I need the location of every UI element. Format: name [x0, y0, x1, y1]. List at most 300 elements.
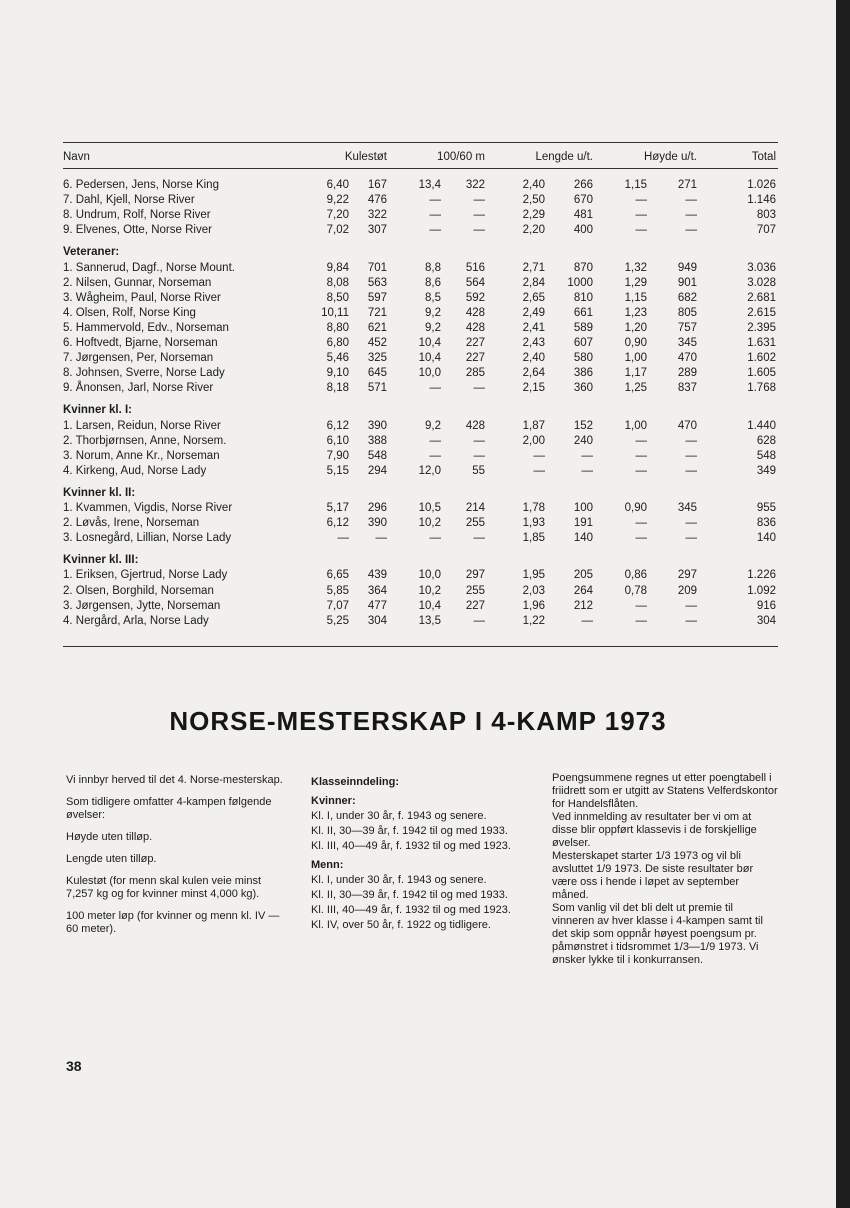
men-label: Menn:	[311, 859, 344, 871]
group-label-text: Veteraner:	[63, 246, 120, 259]
lengde-result: 2,40	[522, 179, 545, 191]
table-row	[63, 336, 778, 351]
table-header-rule	[63, 168, 778, 169]
total: 836	[756, 517, 776, 530]
rules-column	[552, 772, 778, 967]
total: 3.036	[747, 261, 776, 274]
men-class-3: Kl. III, 40—49 år, f. 1932 til og med 1923.	[311, 904, 511, 916]
hoyde-result: —	[635, 517, 647, 530]
table-row	[63, 261, 778, 276]
kulestot-points: 325	[367, 352, 387, 365]
event-high-jump: Høyde uten tilløp.	[66, 831, 153, 843]
hoyde-result: 1,32	[624, 261, 647, 274]
hoyde-result: 0,90	[624, 337, 647, 349]
lengde-points: 670	[573, 194, 593, 207]
sprint-points: —	[473, 532, 485, 545]
athlete-name: 4. Nergård, Arla, Norse Lady	[63, 614, 209, 627]
hoyde-points: 271	[677, 179, 697, 191]
hoyde-points: 757	[677, 321, 697, 334]
kulestot-result: 7,07	[326, 599, 349, 612]
sprint-points: 227	[465, 352, 485, 365]
lengde-points: 661	[573, 306, 593, 319]
hoyde-points: 289	[677, 367, 697, 380]
sprint-points: 285	[465, 367, 485, 380]
athlete-name: 7. Jørgensen, Per, Norseman	[63, 352, 214, 365]
sprint-points: —	[473, 449, 485, 462]
hoyde-result: 1,20	[624, 321, 647, 334]
hoyde-result: —	[635, 224, 647, 237]
lengde-points: 100	[573, 502, 593, 514]
lengde-points: 580	[573, 352, 593, 365]
lengde-points: 140	[573, 532, 593, 545]
hoyde-result: 1,15	[624, 291, 647, 304]
athlete-name: 2. Olsen, Borghild, Norseman	[63, 584, 214, 597]
hoyde-points: 805	[677, 306, 697, 319]
event-long-jump: Lengde uten tilløp.	[66, 853, 157, 865]
group-label	[63, 486, 778, 501]
event-sprint: 100 meter løp (for kvinner og menn kl. IV — 60 meter).	[66, 910, 280, 935]
hoyde-result: —	[635, 599, 647, 612]
hoyde-result: 1,23	[624, 306, 647, 319]
kulestot-result: 6,80	[326, 337, 349, 349]
sprint-points: 214	[465, 502, 485, 514]
lengde-points: 1000	[567, 276, 593, 289]
athlete-name: 3. Jørgensen, Jytte, Norseman	[63, 599, 221, 612]
athlete-name: 9. Elvenes, Otte, Norse River	[63, 224, 212, 237]
header-kulestot: Kulestøt	[344, 151, 387, 163]
athlete-name: 3. Losnegård, Lillian, Norse Lady	[63, 532, 232, 545]
women-class-3: Kl. III, 40—49 år, f. 1932 til og med 1923.	[311, 840, 511, 852]
men-class-4: Kl. IV, over 50 år, f. 1922 og tidligere.	[311, 919, 491, 931]
lengde-points: 589	[573, 321, 593, 334]
lengde-result: 2,64	[522, 367, 545, 380]
kulestot-result: 6,12	[326, 419, 349, 432]
sprint-result: 8,6	[425, 276, 441, 289]
kulestot-result: 7,20	[326, 209, 349, 222]
table-row	[63, 193, 778, 208]
lengde-result: 2,84	[522, 276, 545, 289]
kulestot-result: 9,84	[326, 261, 349, 274]
hoyde-points: —	[685, 532, 697, 545]
group-label	[63, 403, 778, 418]
sprint-points: 55	[472, 464, 485, 477]
sprint-result: 10,0	[418, 569, 441, 582]
kulestot-result: 5,85	[326, 584, 349, 597]
sprint-points: 516	[465, 261, 485, 274]
total: 3.028	[747, 276, 776, 289]
sprint-result: —	[429, 532, 441, 545]
lengde-result: 1,96	[522, 599, 545, 612]
lengde-points: 386	[573, 367, 593, 380]
hoyde-result: —	[635, 194, 647, 207]
sprint-result: 13,4	[418, 179, 441, 191]
athlete-name: 7. Dahl, Kjell, Norse River	[63, 194, 195, 207]
total: 1.146	[747, 194, 776, 207]
total: 916	[756, 599, 776, 612]
lengde-result: 2,49	[522, 306, 545, 319]
hoyde-result: —	[635, 434, 647, 447]
table-row	[63, 464, 778, 479]
events-intro: Som tidligere omfatter 4-kampen følgende øvelser:	[66, 796, 272, 821]
kulestot-result: 9,22	[326, 194, 349, 207]
header-hoyde: Høyde u/t.	[643, 151, 697, 163]
table-row	[63, 351, 778, 366]
hoyde-points: —	[685, 614, 697, 627]
sprint-result: 10,4	[418, 599, 441, 612]
lengde-points: 400	[573, 224, 593, 237]
total: 2.681	[747, 291, 776, 304]
sprint-result: 8,5	[425, 291, 441, 304]
hoyde-result: 0,90	[624, 502, 647, 514]
hoyde-result: —	[635, 532, 647, 545]
kulestot-result: 6,65	[326, 569, 349, 582]
total: 1.768	[747, 382, 776, 395]
hoyde-points: 209	[677, 584, 697, 597]
lengde-points: 264	[573, 584, 593, 597]
group-label-text: Kvinner kl. III:	[63, 554, 139, 567]
table-row	[63, 178, 778, 193]
kulestot-result: 8,80	[326, 321, 349, 334]
sprint-points: 322	[465, 179, 485, 191]
lengde-points: 870	[573, 261, 593, 274]
kulestot-points: 645	[367, 367, 387, 380]
lengde-result: 2,65	[522, 291, 545, 304]
lengde-points: —	[581, 614, 593, 627]
header-name: Navn	[63, 151, 90, 163]
athlete-name: 8. Undrum, Rolf, Norse River	[63, 209, 211, 222]
prizes-text: Som vanlig vil det bli delt ut premie til vinneren av hver klasse i 4-kampen samt til det skip som oppnår høyest poengsum pr. påmønstret i tidsrommet 1/3—1/9 1973. Vi ønsker lykke til i konkurransen.	[552, 902, 763, 966]
athlete-name: 1. Kvammen, Vigdis, Norse River	[63, 502, 233, 514]
group-label-text: Kvinner kl. II:	[63, 486, 136, 499]
total: 1.092	[747, 584, 776, 597]
athlete-name: 4. Kirkeng, Aud, Norse Lady	[63, 464, 207, 477]
total: 1.026	[747, 179, 776, 191]
men-class-2: Kl. II, 30—39 år, f. 1942 til og med 1933.	[311, 889, 508, 901]
kulestot-result: 5,25	[326, 614, 349, 627]
kulestot-points: 477	[367, 599, 387, 612]
lengde-points: 360	[573, 382, 593, 395]
athlete-name: 3. Wågheim, Paul, Norse River	[63, 291, 221, 304]
sprint-result: 9,2	[425, 419, 441, 432]
sprint-points: —	[473, 614, 485, 627]
table-row	[63, 366, 778, 381]
athlete-name: 2. Nilsen, Gunnar, Norseman	[63, 276, 212, 289]
sprint-result: 10,4	[418, 337, 441, 349]
registration-text: Ved innmelding av resultater ber vi om at disse blir oppført klassevis i de forskjellige øvelser.	[552, 811, 757, 849]
sprint-points: 428	[465, 419, 485, 432]
kulestot-result: 8,18	[326, 382, 349, 395]
table-row	[63, 381, 778, 396]
hoyde-points: —	[685, 464, 697, 477]
invitation-column	[66, 774, 288, 945]
sprint-result: 12,0	[418, 464, 441, 477]
lengde-result: 1,85	[522, 532, 545, 545]
total: 1.631	[747, 337, 776, 349]
kulestot-points: 439	[367, 569, 387, 582]
lengde-points: 240	[573, 434, 593, 447]
sprint-result: —	[429, 209, 441, 222]
sprint-result: 10,5	[418, 502, 441, 514]
lengde-result: 1,87	[522, 419, 545, 432]
kulestot-points: 167	[367, 179, 387, 191]
table-row	[63, 306, 778, 321]
athlete-name: 3. Norum, Anne Kr., Norseman	[63, 449, 220, 462]
lengde-result: 1,95	[522, 569, 545, 582]
kulestot-points: 390	[367, 419, 387, 432]
hoyde-result: 1,00	[624, 419, 647, 432]
kulestot-result: —	[337, 532, 349, 545]
kulestot-points: 294	[367, 464, 387, 477]
lengde-result: 2,50	[522, 194, 545, 207]
kulestot-points: 597	[367, 291, 387, 304]
hoyde-result: —	[635, 464, 647, 477]
lengde-result: 2,43	[522, 337, 545, 349]
kulestot-points: 476	[367, 194, 387, 207]
group-label-text: Kvinner kl. I:	[63, 404, 133, 417]
lengde-points: —	[581, 449, 593, 462]
total: 2.615	[747, 306, 776, 319]
hoyde-points: —	[685, 517, 697, 530]
sprint-points: 227	[465, 599, 485, 612]
total: 1.226	[747, 569, 776, 582]
athlete-name: 2. Løvås, Irene, Norseman	[63, 517, 200, 530]
hoyde-points: 297	[677, 569, 697, 582]
sprint-points: 428	[465, 306, 485, 319]
hoyde-points: 470	[677, 352, 697, 365]
hoyde-result: 0,78	[624, 584, 647, 597]
athlete-name: 5. Hammervold, Edv., Norseman	[63, 321, 229, 334]
sprint-points: 564	[465, 276, 485, 289]
table-row	[63, 599, 778, 614]
kulestot-result: 5,46	[326, 352, 349, 365]
lengde-points: 191	[573, 517, 593, 530]
lengde-result: 2,29	[522, 209, 545, 222]
kulestot-result: 7,02	[326, 224, 349, 237]
table-row	[63, 291, 778, 306]
sprint-points: —	[473, 434, 485, 447]
hoyde-result: 1,00	[624, 352, 647, 365]
sprint-result: —	[429, 224, 441, 237]
table-row	[63, 584, 778, 599]
group-label	[63, 553, 778, 568]
kulestot-result: 7,90	[326, 449, 349, 462]
hoyde-points: 345	[677, 337, 697, 349]
hoyde-points: —	[685, 209, 697, 222]
kulestot-result: 8,50	[326, 291, 349, 304]
athlete-name: 8. Johnsen, Sverre, Norse Lady	[63, 367, 225, 380]
sprint-result: 9,2	[425, 321, 441, 334]
total: 304	[756, 614, 776, 627]
kulestot-points: —	[375, 532, 387, 545]
sprint-result: 10,4	[418, 352, 441, 365]
hoyde-points: —	[685, 599, 697, 612]
sprint-points: 227	[465, 337, 485, 349]
kulestot-points: 701	[367, 261, 387, 274]
kulestot-points: 304	[367, 614, 387, 627]
men-class-1: Kl. I, under 30 år, f. 1943 og senere.	[311, 874, 487, 886]
total: 1.440	[747, 419, 776, 432]
table-row	[63, 568, 778, 583]
table-row	[63, 614, 778, 629]
header-sprint: 100/60 m	[437, 151, 485, 163]
kulestot-points: 307	[367, 224, 387, 237]
kulestot-points: 390	[367, 517, 387, 530]
athlete-name: 1. Sannerud, Dagf., Norse Mount.	[63, 261, 235, 274]
sprint-result: 10,2	[418, 584, 441, 597]
table-row	[63, 434, 778, 449]
athlete-name: 4. Olsen, Rolf, Norse King	[63, 306, 196, 319]
sprint-points: 255	[465, 584, 485, 597]
total: 2.395	[747, 321, 776, 334]
hoyde-points: 949	[677, 261, 697, 274]
table-row	[63, 208, 778, 223]
kulestot-points: 621	[367, 321, 387, 334]
table-top-rule	[63, 142, 778, 143]
class-division-heading: Klasseinndeling:	[311, 776, 400, 788]
lengde-result: 2,20	[522, 224, 545, 237]
kulestot-points: 548	[367, 449, 387, 462]
total: 707	[756, 224, 776, 237]
kulestot-points: 452	[367, 337, 387, 349]
total: 140	[756, 532, 776, 545]
sprint-result: 13,5	[418, 614, 441, 627]
sprint-points: 255	[465, 517, 485, 530]
hoyde-points: —	[685, 449, 697, 462]
sprint-result: —	[429, 434, 441, 447]
kulestot-points: 388	[367, 434, 387, 447]
total: 803	[756, 209, 776, 222]
kulestot-points: 322	[367, 209, 387, 222]
lengde-result: 1,78	[522, 502, 545, 514]
invitation-text: Vi innbyr herved til det 4. Norse-mesterskap.	[66, 774, 283, 786]
lengde-result: 2,00	[522, 434, 545, 447]
lengde-result: —	[533, 449, 545, 462]
lengde-result: 1,22	[522, 614, 545, 627]
kulestot-result: 5,17	[326, 502, 349, 514]
kulestot-result: 9,10	[326, 367, 349, 380]
lengde-result: 1,93	[522, 517, 545, 530]
lengde-result: 2,03	[522, 584, 545, 597]
sprint-points: —	[473, 382, 485, 395]
athlete-name: 1. Larsen, Reidun, Norse River	[63, 419, 221, 432]
lengde-points: 152	[573, 419, 593, 432]
page-title: NORSE-MESTERSKAP I 4-KAMP 1973	[169, 706, 667, 736]
table-row	[63, 516, 778, 531]
table-row	[63, 321, 778, 336]
sprint-points: —	[473, 224, 485, 237]
sprint-result: 8,8	[425, 261, 441, 274]
hoyde-points: —	[685, 194, 697, 207]
sprint-points: 428	[465, 321, 485, 334]
table-row	[63, 501, 778, 516]
sprint-points: 592	[465, 291, 485, 304]
lengde-points: 607	[573, 337, 593, 349]
athlete-name: 2. Thorbjørnsen, Anne, Norsem.	[63, 434, 227, 447]
athlete-name: 1. Eriksen, Gjertrud, Norse Lady	[63, 569, 228, 582]
women-label: Kvinner:	[311, 795, 356, 807]
total: 1.602	[747, 352, 776, 365]
women-class-2: Kl. II, 30—39 år, f. 1942 til og med 1933.	[311, 825, 508, 837]
lengde-result: 2,15	[522, 382, 545, 395]
kulestot-result: 6,40	[326, 179, 349, 191]
lengde-result: 2,40	[522, 352, 545, 365]
table-header-row	[63, 150, 778, 165]
athlete-name: 6. Pedersen, Jens, Norse King	[63, 179, 219, 191]
table-bottom-rule	[63, 646, 778, 647]
hoyde-result: —	[635, 449, 647, 462]
group-label	[63, 245, 778, 260]
sprint-result: 9,2	[425, 306, 441, 319]
table-row	[63, 449, 778, 464]
hoyde-result: 0,86	[624, 569, 647, 582]
lengde-result: —	[533, 464, 545, 477]
lengde-points: 481	[573, 209, 593, 222]
sprint-result: 10,0	[418, 367, 441, 380]
total: 628	[756, 434, 776, 447]
lengde-points: —	[581, 464, 593, 477]
hoyde-result: —	[635, 614, 647, 627]
hoyde-result: 1,17	[624, 367, 647, 380]
kulestot-result: 8,08	[326, 276, 349, 289]
header-total: Total	[751, 151, 776, 163]
athlete-name: 6. Hoftvedt, Bjarne, Norseman	[63, 337, 218, 349]
kulestot-points: 364	[367, 584, 387, 597]
hoyde-points: 837	[677, 382, 697, 395]
hoyde-result: —	[635, 209, 647, 222]
kulestot-points: 563	[367, 276, 387, 289]
sprint-result: —	[429, 449, 441, 462]
hoyde-points: 682	[677, 291, 697, 304]
table-row	[63, 223, 778, 238]
hoyde-points: 901	[677, 276, 697, 289]
sprint-points: 297	[465, 569, 485, 582]
lengde-points: 205	[573, 569, 593, 582]
hoyde-points: 345	[677, 502, 697, 514]
scoring-text: Poengsummene regnes ut etter poengtabell i friidrett som er utgitt av Statens Velferdskontor for Handelsflåten.	[552, 772, 778, 810]
kulestot-points: 296	[367, 502, 387, 514]
hoyde-points: —	[685, 434, 697, 447]
table-row	[63, 531, 778, 546]
kulestot-result: 5,15	[326, 464, 349, 477]
hoyde-points: 470	[677, 419, 697, 432]
sprint-result: —	[429, 194, 441, 207]
women-class-1: Kl. I, under 30 år, f. 1943 og senere.	[311, 810, 487, 822]
lengde-points: 266	[573, 179, 593, 191]
sprint-points: —	[473, 209, 485, 222]
total: 548	[756, 449, 776, 462]
hoyde-result: 1,25	[624, 382, 647, 395]
class-division-column	[311, 776, 533, 934]
hoyde-result: 1,29	[624, 276, 647, 289]
page-number: 38	[66, 1058, 82, 1074]
kulestot-result: 6,12	[326, 517, 349, 530]
hoyde-points: —	[685, 224, 697, 237]
total: 1.605	[747, 367, 776, 380]
table-row	[63, 276, 778, 291]
lengde-points: 810	[573, 291, 593, 304]
kulestot-points: 721	[367, 306, 387, 319]
sprint-result: 10,2	[418, 517, 441, 530]
sprint-points: —	[473, 194, 485, 207]
header-lengde: Lengde u/t.	[535, 151, 593, 163]
event-shot-put: Kulestøt (for menn skal kulen veie minst 7,257 kg og for kvinner minst 4,000 kg).	[66, 875, 262, 900]
lengde-result: 2,71	[522, 261, 545, 274]
scan-edge	[836, 0, 850, 1208]
sprint-result: —	[429, 382, 441, 395]
lengde-result: 2,41	[522, 321, 545, 334]
total: 349	[756, 464, 776, 477]
total: 955	[756, 502, 776, 514]
